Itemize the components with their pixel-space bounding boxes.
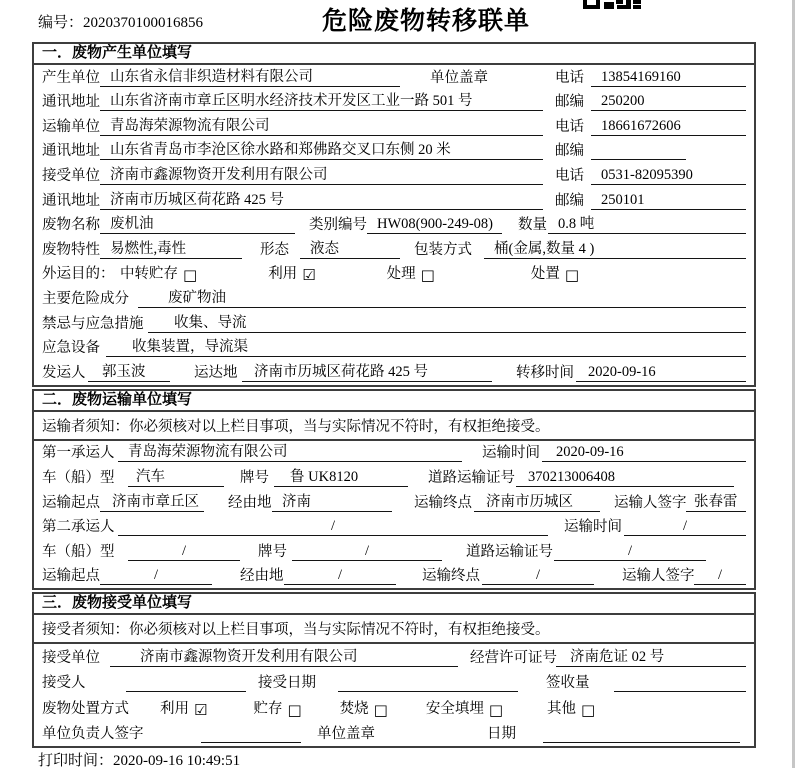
- hazard-label: 主要危险成分: [42, 290, 129, 307]
- serial-number-line: [38, 11, 203, 32]
- section-transporter: [32, 389, 756, 591]
- receiver-value: 济南市鑫源物资开发利用有限公司: [100, 167, 543, 185]
- road-license-label: 道路运输证号: [466, 543, 553, 560]
- accept-date-label: 接受日期: [258, 675, 316, 692]
- producer-label: 产生单位: [42, 69, 100, 86]
- trait-value: 易燃性,毒性: [100, 241, 242, 259]
- purpose-option-utilize: [268, 266, 315, 283]
- carrier2-route-row: [34, 564, 754, 589]
- destination-value: 济南市历城区荷花路 425 号: [242, 364, 492, 382]
- waste-name-value: 废机油: [100, 216, 295, 234]
- option-label: 处置: [530, 266, 560, 283]
- receiver-notice-row: [34, 615, 754, 644]
- form-sections: [32, 42, 756, 750]
- section3-title: 三．废物接受单位填写: [34, 594, 754, 615]
- page-edge-divider: [792, 0, 795, 768]
- carrier1-vehicle-row: [34, 465, 754, 490]
- option-label: 其他: [547, 700, 577, 717]
- permit-value: 济南危证 02 号: [556, 649, 746, 667]
- permit-label: 经营许可证号: [470, 649, 557, 666]
- emergency-equipment-row: [34, 336, 754, 361]
- zip-label: 邮编: [555, 192, 584, 209]
- transfer-time-label: 转移时间: [516, 364, 574, 381]
- notice-label: 运输者须知：: [42, 418, 129, 435]
- producer-row: [34, 65, 754, 90]
- packing-label: 包装方式: [414, 241, 472, 258]
- waste-name-label: 废物名称: [42, 217, 100, 234]
- origin-label: 运输起点: [42, 568, 100, 585]
- option-label: 贮存: [253, 700, 283, 717]
- road-license2-value: /: [554, 543, 706, 561]
- origin-value: 济南市章丘区: [100, 494, 204, 512]
- disposal-method-row: [34, 695, 754, 721]
- checkbox-checked-icon: ☑: [302, 266, 316, 285]
- checkbox-icon: □: [488, 700, 504, 719]
- option-label: 中转贮存: [120, 266, 178, 283]
- form-label: 形态: [260, 241, 289, 258]
- endpoint2-value: /: [482, 567, 594, 585]
- hazard-value: 废矿物油: [138, 290, 746, 308]
- plate-label: 牌号: [240, 469, 269, 486]
- checkbox-checked-icon: ☑: [194, 700, 208, 719]
- taboo-measures-row: [34, 311, 754, 336]
- zip-label: 邮编: [555, 143, 584, 160]
- via-label: 经由地: [228, 494, 272, 511]
- vehicle-type-value: 汽车: [128, 469, 224, 487]
- purpose-option-dispose: [531, 266, 579, 283]
- disposal-option-landfill: [426, 701, 503, 718]
- accept-unit-row: [34, 644, 754, 670]
- purpose-option-storage: [120, 266, 197, 283]
- checkbox-icon: □: [564, 266, 580, 285]
- transporter-sign-label: 运输人签字: [622, 568, 695, 585]
- road-license-label: 道路运输证号: [428, 469, 515, 486]
- disposal-option-utilize: [160, 701, 207, 718]
- serial-value: 2020370100016856: [83, 15, 204, 31]
- leader-sign-label: 单位负责人签字: [42, 726, 144, 743]
- date-value: [543, 726, 740, 743]
- endpoint-label: 运输终点: [422, 568, 480, 585]
- option-label: 处理: [386, 266, 416, 283]
- sender-row: [34, 360, 754, 385]
- unit-seal-label: 单位盖章: [317, 726, 375, 743]
- vehicle-type-label: 车（船）型: [42, 469, 115, 486]
- carrier2-vehicle-row: [34, 539, 754, 564]
- hazard-component-row: [34, 286, 754, 311]
- transporter-address-value: 山东省青岛市李沧区徐水路和郑佛路交叉口东侧 20 米: [100, 142, 543, 160]
- producer-value: 山东省永信非织造材料有限公司: [100, 69, 400, 87]
- endpoint-label: 运输终点: [414, 494, 472, 511]
- notice-text: 你必须核对以上栏目事项，当与实际情况不符时，有权拒绝接受。: [129, 622, 550, 639]
- address-label: 通讯地址: [42, 94, 100, 111]
- carrier2-row: [34, 515, 754, 540]
- purpose-label: 外运目的：: [42, 266, 115, 283]
- serial-label: 编号：: [38, 15, 84, 31]
- leader-sign-value: [201, 726, 301, 743]
- taboo-value: 收集、导流: [148, 315, 746, 333]
- vehicle-type-label: 车（船）型: [42, 543, 115, 560]
- acceptor-value: [126, 675, 246, 692]
- producer-address-value: 山东省济南市章丘区明水经济技术开发区工业一路 501 号: [100, 93, 543, 111]
- leader-signature-row: [34, 721, 754, 747]
- document-header: [0, 0, 796, 42]
- receiver-label: 接受单位: [42, 167, 100, 184]
- carrier2-value: /: [118, 518, 548, 536]
- section2-title: 二．废物运输单位填写: [34, 391, 754, 412]
- print-time-line: [38, 749, 240, 770]
- disposal-option-incinerate: [340, 701, 388, 718]
- checkbox-icon: □: [373, 700, 388, 719]
- waste-trait-row: [34, 237, 754, 262]
- carrier1-route-row: [34, 490, 754, 515]
- equipment-value: 收集装置，导流渠: [106, 339, 746, 357]
- via-label: 经由地: [240, 568, 284, 585]
- phone-label: 电话: [555, 118, 584, 135]
- transfer-time-value: 2020-09-16: [576, 364, 746, 382]
- transport-time-label: 运输时间: [482, 445, 540, 462]
- carrier2-time-value: /: [624, 518, 746, 536]
- transporter-zip-value: [591, 143, 686, 160]
- address-label: 通讯地址: [42, 192, 100, 209]
- transporter-address-row: [34, 139, 754, 164]
- category-value: HW08(900-249-08): [367, 216, 502, 234]
- origin2-value: /: [100, 567, 212, 585]
- transport-purpose-row: [34, 262, 754, 287]
- print-time-label: 打印时间：: [38, 753, 114, 769]
- checkbox-icon: □: [581, 700, 596, 719]
- notice-label: 接受者须知：: [42, 622, 129, 639]
- endpoint-value: 济南市历城区: [474, 494, 600, 512]
- zip-label: 邮编: [555, 94, 584, 111]
- transporter-label: 运输单位: [42, 118, 100, 135]
- option-label: 利用: [160, 700, 189, 717]
- transporter-phone-value: 18661672606: [591, 118, 746, 136]
- receiver-row: [34, 163, 754, 188]
- option-label: 利用: [268, 266, 298, 283]
- transporter-sign2-value: /: [694, 567, 746, 585]
- taboo-label: 禁忌与应急措施: [42, 315, 144, 332]
- packing-value: 桶(金属,数量 4 ): [484, 241, 746, 259]
- page-title: 危险废物转移联单: [322, 8, 531, 35]
- plate-label: 牌号: [258, 543, 287, 560]
- accept-date-value: [338, 675, 518, 692]
- receiver-address-row: [34, 188, 754, 213]
- transporter-sign-label: 运输人签字: [614, 494, 687, 511]
- plate-value: 鲁 UK8120: [274, 469, 408, 487]
- option-label: 安全填埋: [425, 700, 484, 717]
- date-label: 日期: [487, 726, 516, 743]
- section1-title: 一．废物产生单位填写: [34, 44, 754, 65]
- carrier1-label: 第一承运人: [42, 445, 115, 462]
- checkbox-icon: □: [420, 266, 435, 285]
- receiver-address-value: 济南市历城区荷花路 425 号: [100, 192, 543, 210]
- transporter-notice-row: [34, 412, 754, 441]
- checkbox-icon: □: [183, 266, 198, 285]
- option-label: 焚烧: [339, 700, 369, 717]
- sender-value: 郭玉波: [88, 364, 170, 382]
- transporter-row: [34, 114, 754, 139]
- producer-phone-value: 13854169160: [591, 69, 746, 87]
- carrier1-time-value: 2020-09-16: [542, 444, 746, 462]
- section-receiver: [32, 592, 756, 748]
- signed-amount-label: 签收量: [546, 675, 590, 692]
- quantity-label: 数量: [518, 217, 547, 234]
- equipment-label: 应急设备: [42, 340, 100, 357]
- carrier2-label: 第二承运人: [42, 519, 115, 536]
- waste-name-row: [34, 213, 754, 238]
- vehicle2-type-value: /: [128, 543, 240, 561]
- transporter-sign-value: 张春雷: [686, 494, 746, 512]
- address-label: 通讯地址: [42, 143, 100, 160]
- purpose-option-treat: [387, 266, 435, 283]
- trait-label: 废物特性: [42, 241, 100, 258]
- sender-label: 发运人: [42, 364, 86, 381]
- phone-label: 电话: [555, 69, 584, 86]
- accept-unit-label: 接受单位: [42, 649, 100, 666]
- plate2-value: /: [292, 543, 442, 561]
- producer-zip-value: 250200: [591, 93, 746, 111]
- disposal-option-storage: [253, 701, 301, 718]
- acceptor-row: [34, 670, 754, 696]
- carrier1-value: 青岛海荣源物流有限公司: [118, 444, 462, 462]
- disposal-label: 废物处置方式: [42, 700, 129, 717]
- transporter-value: 青岛海荣源物流有限公司: [100, 118, 543, 136]
- phone-label: 电话: [555, 167, 584, 184]
- checkbox-icon: □: [287, 700, 302, 719]
- seal-label: 单位盖章: [430, 69, 488, 86]
- qr-code-icon: [583, 0, 643, 10]
- carrier1-row: [34, 441, 754, 466]
- origin-label: 运输起点: [42, 494, 100, 511]
- road-license-value: 370213006408: [516, 469, 734, 487]
- destination-label: 运达地: [194, 364, 238, 381]
- via-value: 济南: [272, 494, 392, 512]
- quantity-value: 0.8 吨: [548, 216, 746, 234]
- producer-address-row: [34, 90, 754, 115]
- disposal-option-other: [547, 701, 595, 718]
- notice-text: 你必须核对以上栏目事项，当与实际情况不符时，有权拒绝接受。: [129, 418, 550, 435]
- receiver-phone-value: 0531-82095390: [591, 167, 746, 185]
- via2-value: /: [284, 567, 396, 585]
- acceptor-label: 接受人: [42, 675, 86, 692]
- section-producer: [32, 42, 756, 387]
- print-time-value: 2020-09-16 10:49:51: [113, 753, 241, 769]
- accept-unit-value: 济南市鑫源物资开发利用有限公司: [110, 649, 458, 667]
- signed-amount-value: [614, 675, 746, 692]
- transport-time-label: 运输时间: [564, 519, 622, 536]
- receiver-zip-value: 250101: [591, 192, 746, 210]
- category-label: 类别编号: [309, 217, 367, 234]
- form-value: 液态: [300, 241, 400, 259]
